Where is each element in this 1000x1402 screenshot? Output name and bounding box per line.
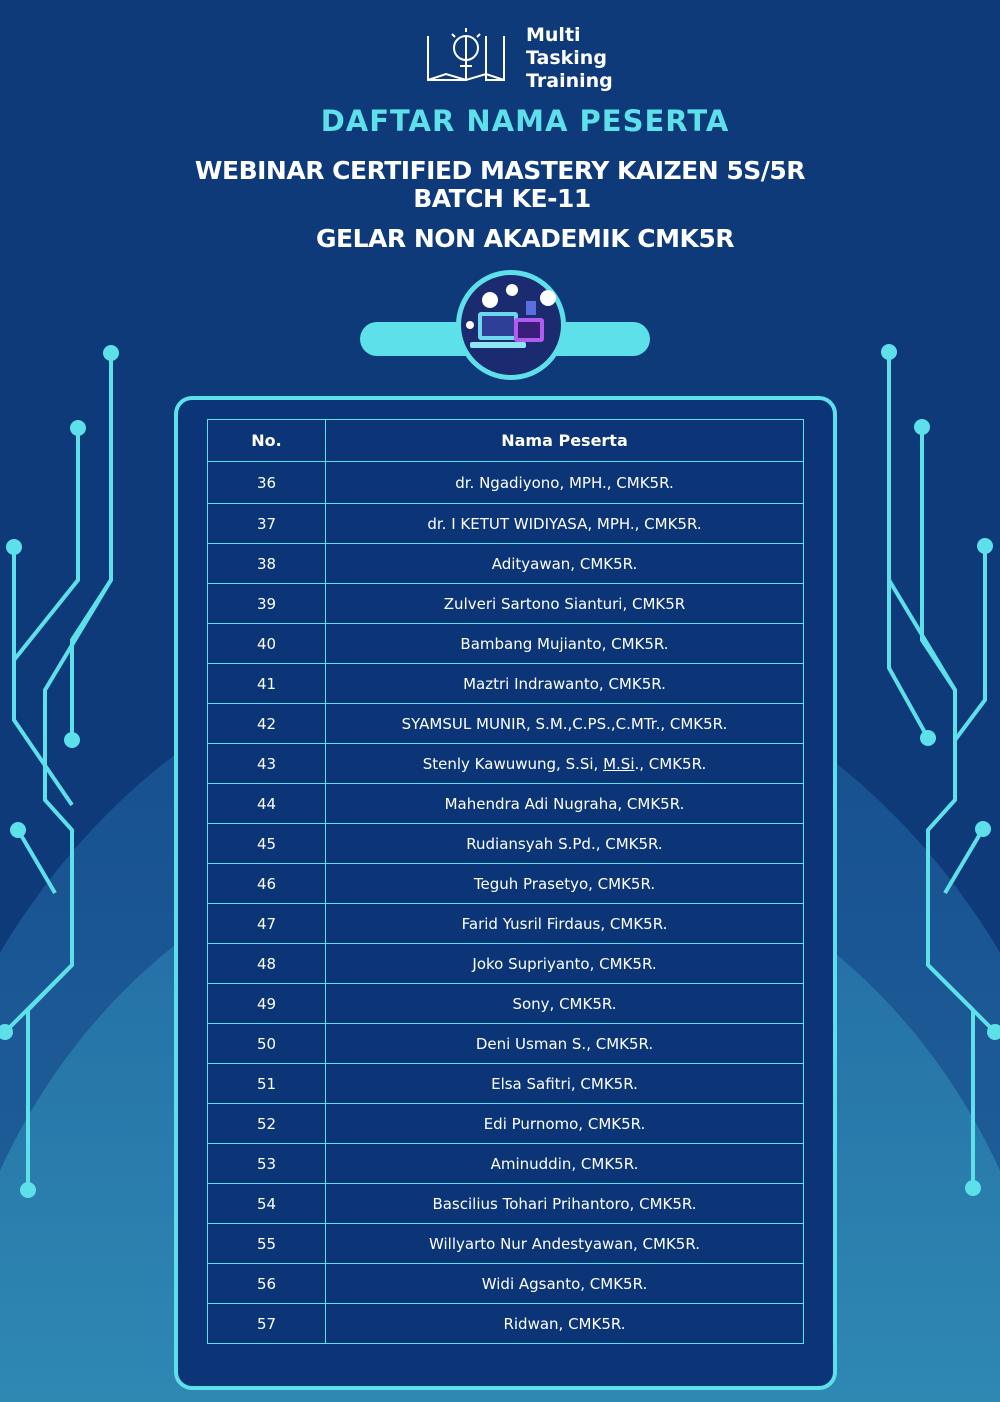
table-row [208,744,804,784]
logo-book-bulb-icon [426,22,526,94]
degree-title: GELAR NON AKADEMIK CMK5R [315,224,735,253]
table-row [208,944,804,984]
row-name: dr. Ngadiyono, MPH., CMK5R. [326,462,804,504]
row-name: Zulveri Sartono Sianturi, CMK5R [326,584,804,624]
row-name-post: ., CMK5R. [634,754,707,773]
table-row [208,784,804,824]
row-no: 41 [208,664,326,704]
batch-label: BATCH KE-11 [413,184,591,213]
row-name: Aminuddin, CMK5R. [326,1144,804,1184]
table-row [208,544,804,584]
header-no: No. [208,420,326,462]
row-no: 51 [208,1064,326,1104]
row-no: 52 [208,1104,326,1144]
table-row [208,1064,804,1104]
brand-name [526,24,613,93]
row-name: Maztri Indrawanto, CMK5R. [326,664,804,704]
row-name: Teguh Prasetyo, CMK5R. [326,864,804,904]
row-no: 53 [208,1144,326,1184]
row-no: 50 [208,1024,326,1064]
row-name: Sony, CMK5R. [326,984,804,1024]
table-row [208,1224,804,1264]
row-no: 49 [208,984,326,1024]
table-row [208,824,804,864]
brand-line-1: Multi [526,24,581,46]
row-no: 57 [208,1304,326,1344]
table-row [208,904,804,944]
header-name: Nama Peserta [326,420,804,462]
webinar-title: WEBINAR CERTIFIED MASTERY KAIZEN 5S/5R [194,156,806,185]
row-no: 55 [208,1224,326,1264]
row-name: Widi Agsanto, CMK5R. [326,1264,804,1304]
row-no: 46 [208,864,326,904]
row-name: Adityawan, CMK5R. [326,544,804,584]
row-name: Bascilius Tohari Prihantoro, CMK5R. [326,1184,804,1224]
table-row [208,1264,804,1304]
row-name: Elsa Safitri, CMK5R. [326,1064,804,1104]
table-row [208,664,804,704]
row-name-pre: Stenly Kawuwung, S.Si, [422,754,604,773]
row-name: Farid Yusril Firdaus, CMK5R. [326,904,804,944]
table-row [208,704,804,744]
row-name: Mahendra Adi Nugraha, CMK5R. [326,784,804,824]
row-no: 45 [208,824,326,864]
row-name [326,744,804,784]
row-name: Ridwan, CMK5R. [326,1304,804,1344]
row-no: 43 [208,744,326,784]
table-row [208,864,804,904]
table-row [208,1104,804,1144]
table-row [208,984,804,1024]
row-name: Joko Supriyanto, CMK5R. [326,944,804,984]
brand-line-2: Tasking [526,47,607,69]
row-no: 56 [208,1264,326,1304]
table-header-row [208,420,804,462]
row-no: 47 [208,904,326,944]
row-no: 37 [208,504,326,544]
table-row [208,504,804,544]
row-no: 44 [208,784,326,824]
row-no: 40 [208,624,326,664]
table-row [208,1184,804,1224]
table-row [208,1304,804,1344]
row-name-link[interactable]: M.Si [603,754,635,773]
row-name: Rudiansyah S.Pd., CMK5R. [326,824,804,864]
table-row [208,584,804,624]
row-no: 38 [208,544,326,584]
row-no: 39 [208,584,326,624]
row-name: SYAMSUL MUNIR, S.M.,C.PS.,C.MTr., CMK5R. [326,704,804,744]
row-name: Deni Usman S., CMK5R. [326,1024,804,1064]
table-row [208,462,804,504]
table-row [208,1024,804,1064]
row-name: Willyarto Nur Andestyawan, CMK5R. [326,1224,804,1264]
table-row [208,1144,804,1184]
page-title: DAFTAR NAMA PESERTA [320,104,730,138]
row-name: Edi Purnomo, CMK5R. [326,1104,804,1144]
row-no: 36 [208,462,326,504]
table-row [208,624,804,664]
participant-table [207,419,804,1344]
row-name: dr. I KETUT WIDIYASA, MPH., CMK5R. [326,504,804,544]
row-no: 48 [208,944,326,984]
row-no: 42 [208,704,326,744]
row-no: 54 [208,1184,326,1224]
brand-line-3: Training [526,70,613,92]
row-name: Bambang Mujianto, CMK5R. [326,624,804,664]
